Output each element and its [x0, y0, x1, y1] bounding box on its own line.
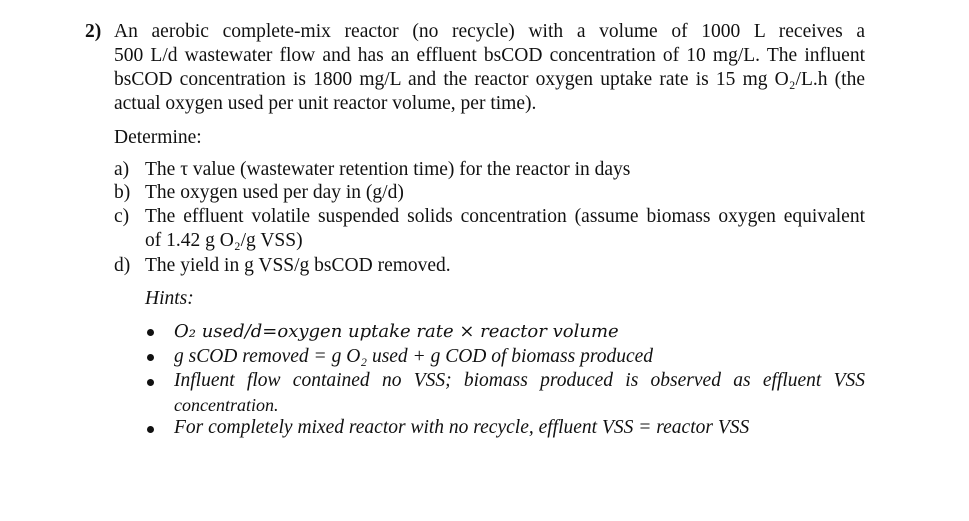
item-d-text: The yield in g VSS/g bsCOD removed. [145, 255, 451, 276]
item-b-text: The oxygen used per day in (g/d) [145, 182, 404, 203]
hints-label: Hints: [145, 288, 194, 309]
question-line-4: actual oxygen used per unit reactor volume, per time). [114, 93, 537, 114]
question-line-3: bsCOD concentration is 1800 mg/L and the reactor oxygen uptake rate is 15 mg O₂/L.h (the [114, 69, 865, 90]
hint-1: O₂ used/d=oxygen uptake rate × reactor volume [174, 321, 619, 342]
question-number: 2) [85, 21, 102, 42]
question-line-2: 500 L/d wastewater flow and has an effluent bsCOD concentration of 10 mg/L. The influent [114, 45, 865, 66]
item-c-line-1: The effluent volatile suspended solids concentration (assume biomass oxygen equivalent [145, 206, 865, 227]
bullet-2 [147, 354, 154, 361]
bullet-3 [147, 379, 154, 386]
item-c-marker: c) [114, 206, 130, 227]
question-line-1: An aerobic complete-mix reactor (no recycle) with a volume of 1000 L receives a [114, 21, 865, 42]
item-b-marker: b) [114, 182, 131, 203]
hint-3-line-1: Influent flow contained no VSS; biomass produced is observed as effluent VSS [174, 370, 865, 391]
hint-3-line-2: concentration. [174, 395, 279, 415]
item-c-line-2: of 1.42 g O₂/g VSS) [145, 230, 303, 251]
item-a-text: The τ value (wastewater retention time) for the reactor in days [145, 159, 631, 180]
bullet-4 [147, 426, 154, 433]
hint-4: For completely mixed reactor with no recycle, effluent VSS = reactor VSS [174, 417, 750, 438]
bullet-1 [147, 329, 154, 336]
item-d-marker: d) [114, 255, 131, 276]
item-a-marker: a) [114, 159, 130, 180]
hint-2: g sCOD removed = g O₂ used + g COD of biomass produced [174, 346, 654, 367]
determine-label: Determine: [114, 127, 202, 148]
